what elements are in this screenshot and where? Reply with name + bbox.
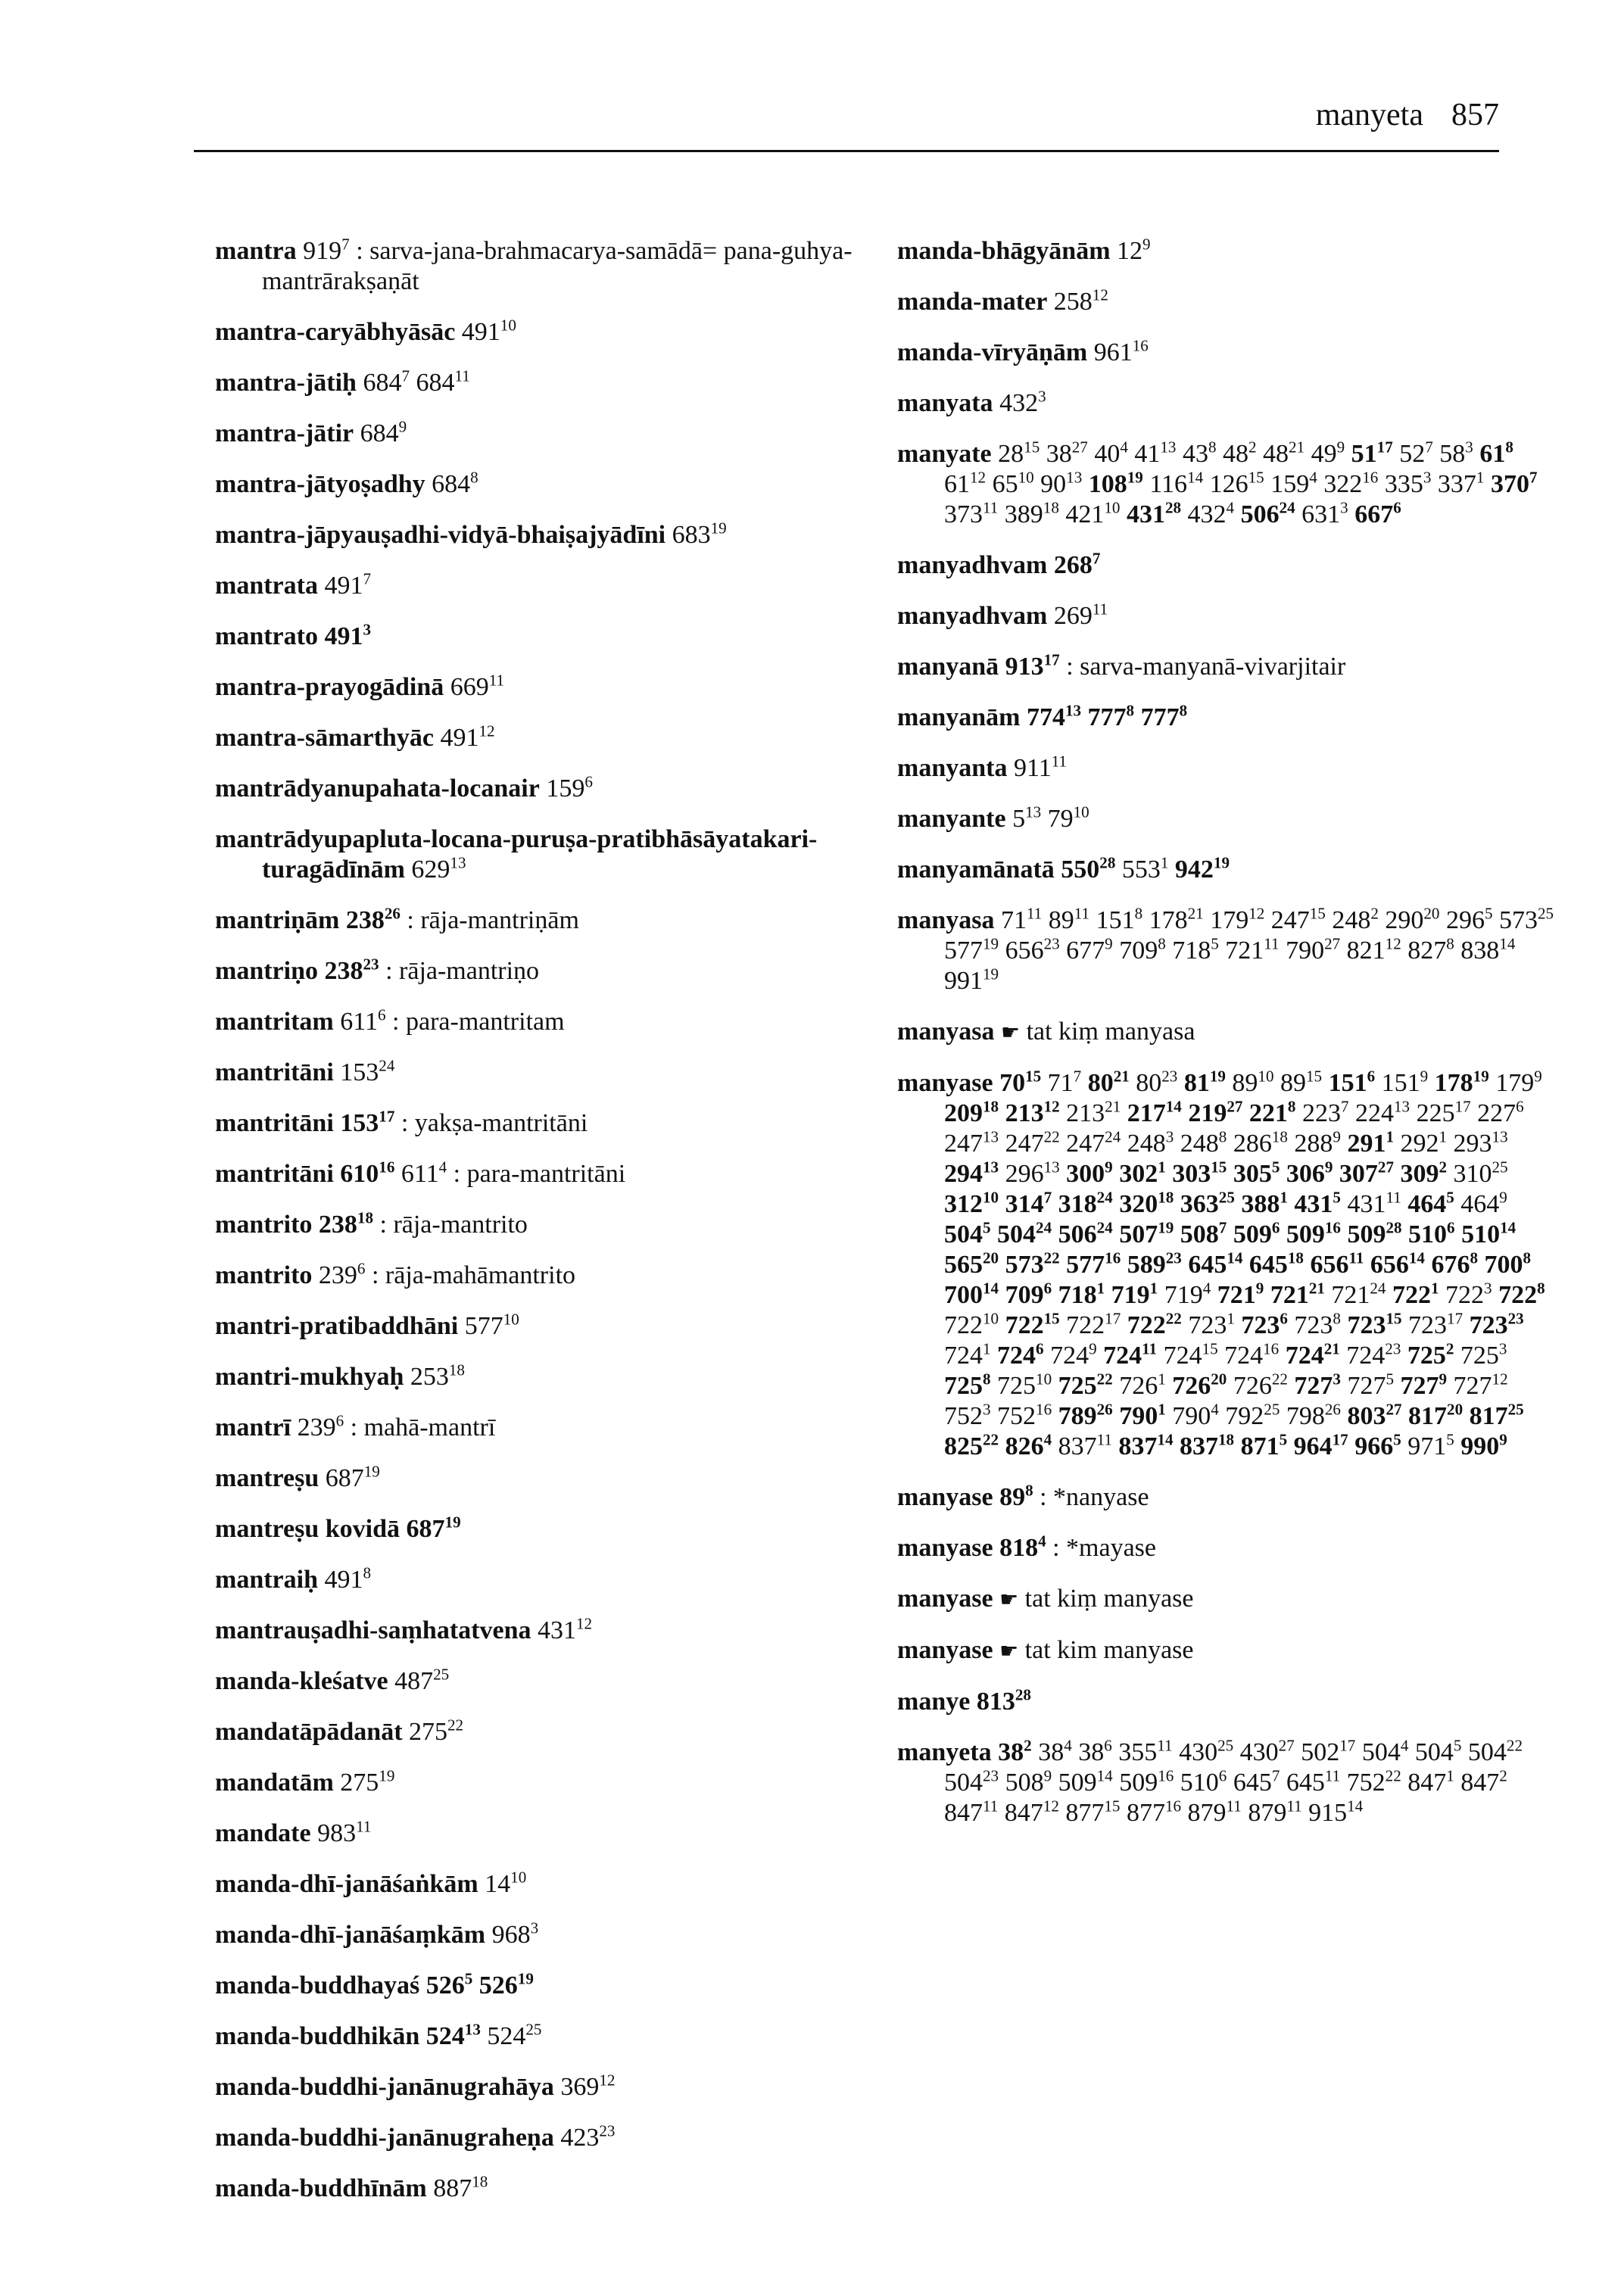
entry-headword: manda-buddhi-janānugraheṇa [215, 2124, 554, 2152]
entry-headword: mantritāni [215, 1160, 334, 1188]
entry-gloss: : para-mantritam [392, 1008, 565, 1036]
index-entry [897, 1584, 1556, 1615]
index-entry [897, 439, 1556, 530]
entry-references: $913^{17}$ [1005, 650, 1060, 681]
entry-references: $14^{10}$ [485, 1868, 527, 1898]
left-column [215, 236, 881, 2224]
entry-headword: mantra-sāmarthyāc [215, 724, 434, 752]
entry-headword: manyadhvam [897, 551, 1048, 579]
entry-headword: manda-kleśatve [215, 1667, 388, 1695]
entry-headword: manyasa [897, 1018, 995, 1046]
entry-headword: mantra-jātiḥ [215, 369, 357, 397]
entry-gloss: : *mayase [1052, 1534, 1157, 1562]
entry-headword: manyeta [897, 1738, 992, 1766]
entry-references: $526^5$ $526^{19}$ [425, 1969, 534, 1999]
index-entry [897, 804, 1556, 834]
index-entry [897, 287, 1556, 317]
entry-headword: manda-buddhīnām [215, 2174, 427, 2202]
entry-references: $968^3$ [491, 1918, 539, 1949]
index-entry [897, 652, 1556, 682]
index-entry [215, 1717, 881, 1747]
entry-headword: mantrādyanupahata-locanair [215, 775, 540, 803]
entry-headword: manyasa [897, 906, 995, 934]
entry-references: $238^{18}$ [318, 1208, 373, 1239]
pointing-hand-icon: ☛ [999, 1587, 1019, 1612]
entry-references: $919^7$ [303, 235, 350, 265]
index-entry [215, 2021, 881, 2052]
index-entry [215, 1616, 881, 1646]
index-entry [215, 1413, 881, 1443]
entry-references: $491^{10}$ [461, 316, 516, 346]
entry-gloss: : rāja-mantriṇām [407, 906, 579, 934]
index-entry [215, 1108, 881, 1139]
entry-references: $818^4$ [999, 1532, 1046, 1562]
entry-references: $683^{19}$ [672, 519, 727, 549]
entry-headword: manyanā [897, 653, 999, 681]
entry-gloss: : sarva-manyanā-vivarjitair [1066, 653, 1346, 681]
index-entry [215, 1514, 881, 1544]
entry-references: $524^{13}$ $524^{25}$ [425, 2020, 542, 2050]
entry-headword: manda-buddhikān [215, 2022, 420, 2050]
index-entry [215, 2123, 881, 2153]
entry-references: $71^{11}$ $89^{11}$ $151^8$ $178^{21}$ $179^{12}$ $247^{15}$ $248^2$ $290^{20}$ $296^5$ $573^{25}$ $577^{19}$ $656^{23}$ $677^9$ $709^8$ $718^5$ $721^{11}$ $790^{27}$ $821^{12}$ $827^8$ $838^{14}$ $991^{19}$ [944, 904, 1554, 995]
entry-references: $911^{11}$ [1013, 752, 1068, 782]
entry-references: $258^{12}$ [1053, 285, 1108, 316]
entry-references: $961^{16}$ [1093, 336, 1149, 366]
index-entry [215, 1058, 881, 1088]
entry-headword: manda-bhāgyānām [897, 237, 1111, 265]
right-column [897, 236, 1556, 1849]
index-entry [897, 1017, 1556, 1048]
index-entry [897, 601, 1556, 631]
entry-references: $153^{17}$ [340, 1107, 395, 1137]
entry-headword: mantra-jāpyauṣadhi-vidyā-bhaiṣajyādīni [215, 521, 666, 549]
index-entry [897, 236, 1556, 266]
entry-headword: manyata [897, 389, 993, 417]
entry-gloss: : para-mantritāni [453, 1160, 626, 1188]
index-entry [215, 469, 881, 500]
entry-references: $423^{23}$ [560, 2121, 616, 2152]
entry-headword: mantriṇo [215, 957, 318, 985]
entry-references: $269^{11}$ [1053, 600, 1108, 630]
entry-references: $983^{11}$ [317, 1817, 372, 1847]
entry-gloss: : rāja-mahāmantrito [371, 1261, 576, 1289]
entry-references: $12^9$ [1117, 235, 1151, 265]
entry-references: $89^8$ [999, 1481, 1033, 1511]
entry-references: $153^{24}$ [340, 1056, 395, 1086]
entry-headword: manye [897, 1688, 971, 1716]
index-entry [215, 419, 881, 449]
index-entry [215, 774, 881, 804]
index-entry [215, 672, 881, 703]
entry-references: $70^{15}$ $71^7$ $80^{21}$ $80^{23}$ $81^{19}$ $89^{10}$ $89^{15}$ $151^6$ $151^9$ $178^{19}$ $179^9$ $209^{18}$ $213^{12}$ $213^{21}$ $217^{14}$ $219^{27}$ $221^8$ $223^7$ $224^{13}$ $225^{17}$ $227^6$ $247^{13}$ $247^{22}$ $247^{24}$ $248^3$ $248^8$ $286^{18}$ $288^9$ $291^1$ $292^1$ $293^{13}$ $294^{13}$ $296^{13}$ $300^9$ $302^1$ $303^{15}$ $305^5$ $306^9$ $307^{27}$ $309^2$ $310^{25}$ $312^{10}$ $314^7$ $318^{24}$ $320^{18}$ $363^{25}$ $388^1$ $431^5$ $431^{11}$ $464^5$ $464^9$ $504^5$ $504^{24}$ $506^{24}$ $507^{19}$ $508^7$ $509^6$ $509^{16}$ $509^{28}$ $510^6$ $510^{14}$ $565^{20}$ $573^{22}$ $577^{16}$ $589^{23}$ $645^{14}$ $645^{18}$ $656^{11}$ $656^{14}$ $676^8$ $700^8$ $700^{14}$ $709^6$ $718^1$ $719^1$ $719^4$ $721^9$ $721^{21}$ $721^{24}$ $722^1$ $722^3$ $722^8$ $722^{10}$ $722^{15}$ $722^{17}$ $722^{22}$ $723^1$ $723^6$ $723^8$ $723^{15}$ $723^{17}$ $723^{23}$ $724^1$ $724^6$ $724^9$ $724^{11}$ $724^{15}$ $724^{16}$ $724^{21}$ $724^{23}$ $725^2$ $725^3$ $725^8$ $725^{10}$ $725^{22}$ $726^1$ $726^{20}$ $726^{22}$ $727^3$ $727^5$ $727^9$ $727^{12}$ $752^3$ $752^{16}$ $789^{26}$ $790^1$ $790^4$ $792^{25}$ $798^{26}$ $803^{27}$ $817^{20}$ $817^{25}$ $825^{22}$ $826^4$ $837^{11}$ $837^{14}$ $837^{18}$ $871^5$ $964^{17}$ $966^5$ $971^5$ $990^9$ [944, 1067, 1545, 1460]
index-entry [215, 368, 881, 398]
index-entry [215, 622, 881, 652]
entry-headword: manda-dhī-janāśaṃkām [215, 1921, 486, 1949]
entry-references: $687^{19}$ [325, 1462, 380, 1492]
entry-headword: mantritāni [215, 1109, 334, 1137]
entry-references: $5^{13}$ $79^{10}$ [1012, 803, 1089, 833]
index-entry [897, 753, 1556, 784]
entry-gloss: : sarva-jana-brahmacarya-samādā= pana-guhya-mantrārakṣaṇāt [262, 237, 853, 295]
index-entry [215, 1565, 881, 1595]
index-entry [215, 2072, 881, 2102]
index-entry [897, 703, 1556, 733]
entry-references: $813^{28}$ [976, 1685, 1031, 1716]
entry-references: $684^7$ $684^{11}$ [363, 366, 470, 397]
entry-headword: mantrauṣadhi-saṃhatatvena [215, 1616, 531, 1644]
running-header [194, 97, 1499, 153]
index-entry [897, 1738, 1556, 1828]
page-number: 857 [1451, 98, 1499, 132]
entry-headword: mantri-pratibaddhāni [215, 1312, 459, 1340]
entry-references: $239^6$ [297, 1411, 344, 1442]
entry-references: $491^{12}$ [440, 722, 495, 752]
entry-gloss: : mahā-mantrī [350, 1413, 496, 1442]
entry-references: $491^3$ [324, 620, 372, 650]
index-entry [897, 550, 1556, 581]
index-entry [215, 236, 881, 297]
index-entry [215, 956, 881, 986]
index-entry [215, 317, 881, 348]
entry-headword: mandate [215, 1819, 311, 1847]
entry-headword: mandatām [215, 1769, 334, 1797]
entry-headword: mantreṣu kovidā [215, 1515, 401, 1543]
running-head-word: manyeta [1315, 98, 1423, 132]
index-entry [215, 1819, 881, 1849]
entry-headword: manda-dhī-janāśaṅkām [215, 1870, 478, 1898]
index-entry [897, 1687, 1556, 1717]
entry-headword: mantra-caryābhyāsāc [215, 318, 456, 346]
entry-gloss: tat kiṃ manyasa [1026, 1018, 1195, 1046]
entry-references: $159^6$ [546, 772, 593, 803]
entry-headword: manyante [897, 805, 1006, 833]
entry-references: $611^6$ [340, 1005, 386, 1036]
entry-references: $577^{10}$ [464, 1310, 519, 1340]
index-entry [897, 1068, 1556, 1462]
index-entry [215, 1869, 881, 1900]
entry-headword: manyanām [897, 703, 1021, 731]
entry-gloss: : rāja-mantrito [379, 1211, 528, 1239]
entry-headword: manyase [897, 1483, 993, 1511]
entry-references: $239^6$ [318, 1259, 366, 1289]
entry-references: $238^{23}$ [324, 955, 379, 985]
entry-headword: mantrādyupapluta-locana-puruṣa-pratibhāsāyatakari-turagādīnām [215, 825, 818, 884]
entry-references: $491^7$ [324, 569, 372, 600]
entry-references: $431^{12}$ [537, 1614, 593, 1644]
entry-gloss: : *nanyase [1040, 1483, 1149, 1511]
entry-references: $28^{15}$ $38^{27}$ $40^4$ $41^{13}$ $43^8$ $48^2$ $48^{21}$ $49^9$ $51^{17}$ $52^7$ $58^3$ $61^8$ $61^{12}$ $65^{10}$ $90^{13}$ $108^{19}$ $116^{14}$ $126^{15}$ $159^4$ $322^{16}$ $335^3$ $337^1$ $370^7$ $373^{11}$ $389^{18}$ $421^{10}$ $431^{28}$ $432^4$ $506^{24}$ $631^3$ $667^6$ [944, 438, 1538, 528]
entry-references: $491^8$ [324, 1563, 372, 1594]
index-entry [215, 1971, 881, 2001]
entry-references: $38^2$ $38^4$ $38^6$ $355^{11}$ $430^{25}$ $430^{27}$ $502^{17}$ $504^4$ $504^5$ $504^{22}$ $504^{23}$ $508^9$ $509^{14}$ $509^{16}$ $510^6$ $645^7$ $645^{11}$ $752^{22}$ $847^1$ $847^2$ $847^{11}$ $847^{12}$ $877^{15}$ $877^{16}$ $879^{11}$ $879^{11}$ $915^{14}$ [944, 1736, 1523, 1827]
index-entry [215, 1920, 881, 1950]
index-entry [215, 1007, 881, 1037]
entry-headword: mantraiḥ [215, 1566, 318, 1594]
entry-headword: mantri-mukhyaḥ [215, 1363, 404, 1391]
entry-references: $268^7$ [1053, 549, 1101, 579]
entry-references: $684^8$ [432, 468, 478, 498]
entry-references: $432^3$ [999, 387, 1046, 417]
index-entry [215, 1261, 881, 1291]
index-entry [897, 1482, 1556, 1513]
index-entry [215, 571, 881, 601]
entry-references: $275^{19}$ [340, 1766, 395, 1797]
entry-headword: manda-mater [897, 288, 1048, 316]
entry-headword: mantra-jātir [215, 419, 354, 447]
index-entry [897, 388, 1556, 419]
entry-headword: mantrito [215, 1211, 313, 1239]
entry-headword: mantra [215, 237, 297, 265]
entry-headword: mantreṣu [215, 1464, 320, 1492]
pointing-hand-icon: ☛ [999, 1638, 1019, 1663]
entry-headword: manyamānatā [897, 856, 1055, 884]
entry-references: $369^{12}$ [560, 2071, 616, 2101]
entry-headword: mantra-jātyoṣadhy [215, 470, 425, 498]
entry-headword: manyase [897, 1069, 993, 1097]
entry-headword: manda-buddhayaś [215, 1971, 420, 1999]
index-entry [215, 905, 881, 936]
entry-headword: mandatāpādanāt [215, 1718, 403, 1746]
index-entry [897, 855, 1556, 885]
index-entry [215, 2174, 881, 2204]
index-entry [215, 1463, 881, 1494]
index-entry [897, 1635, 1556, 1666]
entry-headword: mantrata [215, 572, 318, 600]
pointing-hand-icon: ☛ [1000, 1020, 1021, 1045]
entry-headword: manyanta [897, 754, 1008, 782]
index-entry [215, 1210, 881, 1240]
entry-references: $669^{11}$ [450, 671, 505, 701]
index-entry [215, 824, 881, 885]
entry-headword: mantra-prayogādinā [215, 673, 444, 701]
entry-headword: mantritam [215, 1008, 334, 1036]
header-rule [194, 150, 1499, 152]
entry-references: $253^{18}$ [410, 1361, 465, 1391]
entry-headword: manda-vīryāṇām [897, 338, 1088, 366]
index-entry [215, 1666, 881, 1697]
entry-gloss: : rāja-mantriṇo [385, 957, 540, 985]
entry-references: $610^{16}$ $611^4$ [340, 1158, 447, 1188]
entry-headword: mantrato [215, 622, 318, 650]
index-entry [215, 520, 881, 550]
index-entry [897, 338, 1556, 368]
index-entry [897, 1533, 1556, 1563]
entry-headword: mantriṇām [215, 906, 340, 934]
entry-references: $774^{13}$ $777^8$ $777^8$ [1026, 701, 1188, 731]
entry-references: $238^{26}$ [345, 904, 401, 934]
entry-headword: mantrī [215, 1413, 291, 1442]
index-entry [215, 723, 881, 753]
entry-headword: manyase [897, 1534, 993, 1562]
entry-headword: manyase [897, 1585, 993, 1613]
entry-gloss: tat kim manyase [1024, 1636, 1194, 1664]
entry-gloss: tat kiṃ manyase [1024, 1585, 1194, 1613]
entry-headword: mantritāni [215, 1058, 334, 1086]
index-entry [897, 905, 1556, 996]
entry-references: $629^{13}$ [411, 853, 466, 884]
entry-references: $275^{22}$ [409, 1716, 464, 1746]
entry-headword: manyate [897, 440, 992, 468]
entry-gloss: : yakṣa-mantritāni [401, 1109, 588, 1137]
index-entry [215, 1311, 881, 1342]
entry-headword: mantrito [215, 1261, 313, 1289]
entry-references: $887^{18}$ [433, 2172, 488, 2202]
entry-references: $550^{28}$ $553^1$ $942^{19}$ [1061, 853, 1230, 884]
index-entry [215, 1159, 881, 1189]
entry-headword: manda-buddhi-janānugrahāya [215, 2073, 554, 2101]
index-entry [215, 1768, 881, 1798]
entry-headword: manyase [897, 1636, 993, 1664]
entry-references: $687^{19}$ [406, 1513, 461, 1543]
entry-references: $487^{25}$ [394, 1665, 450, 1695]
entry-references: $684^9$ [360, 417, 407, 447]
index-entry [215, 1362, 881, 1392]
entry-headword: manyadhvam [897, 602, 1048, 630]
